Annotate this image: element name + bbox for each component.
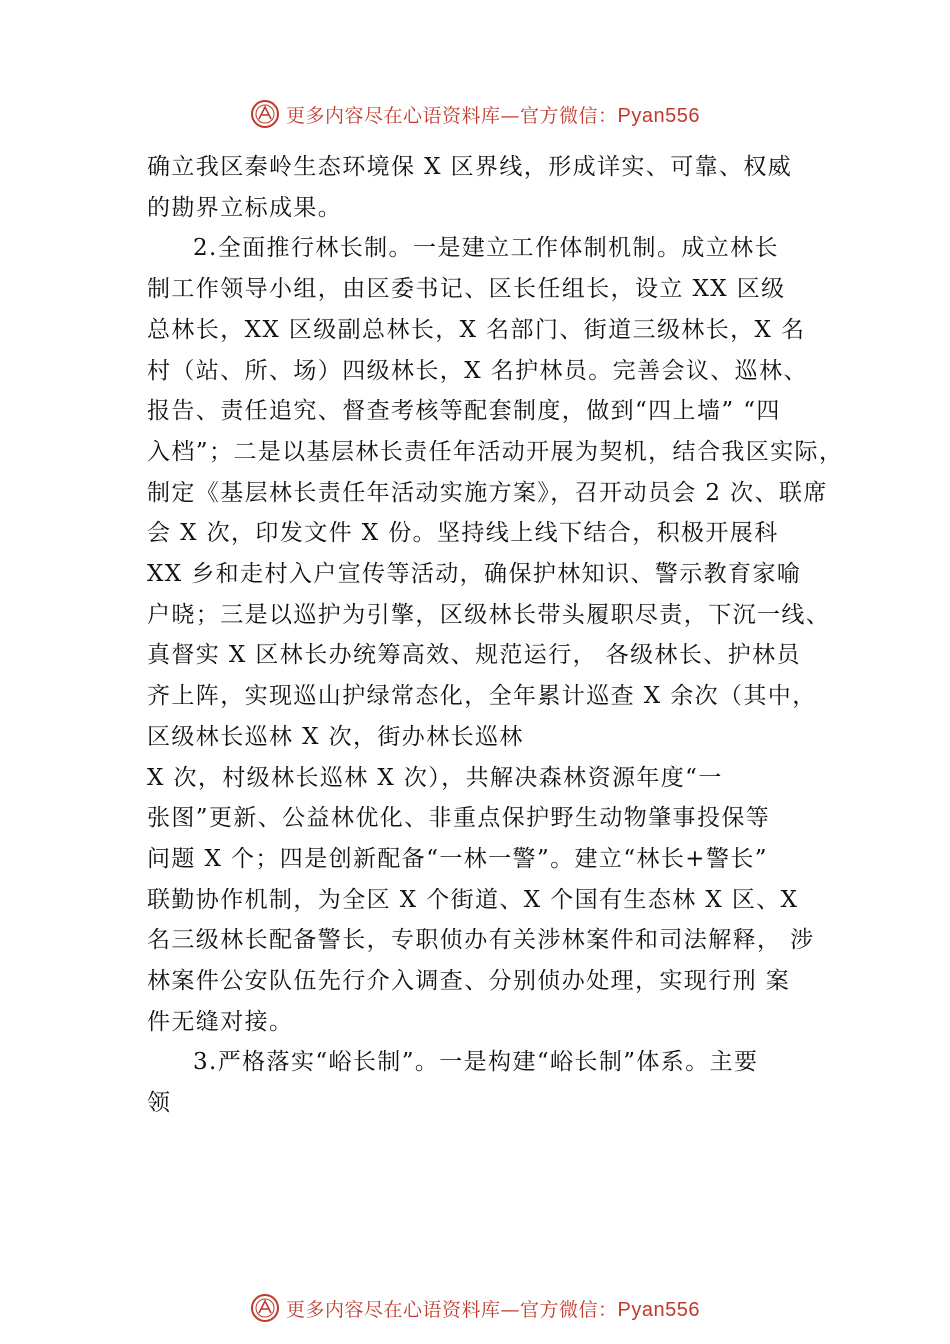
watermark-brand: 更多内容尽在心语资料库: [286, 1298, 501, 1321]
watermark-separator: —: [500, 1298, 521, 1321]
paragraph-3-start: 3.严格落实“峪长制”。一是构建“峪长制”体系。主要: [193, 1049, 759, 1076]
watermark-brand: 更多内容尽在心语资料库: [286, 104, 501, 127]
watermark-wechat-id: Pyan556: [617, 104, 700, 127]
seal-logo-icon: [250, 1293, 280, 1323]
text-line: 总林长，XX 区级副总林长，X 名部门、街道三级林长，X 名: [147, 316, 806, 343]
text-line: XX 乡和走村入户宣传等活动，确保护林知识、警示教育家喻: [147, 561, 802, 587]
text-line: 村（站、所、场）四级林长，X 名护林员。完善会议、巡林、: [147, 357, 808, 384]
paragraph-2-start: 2.全面推行林长制。一是建立工作体制机制。成立林长: [193, 235, 779, 262]
watermark-wechat-label: 官方微信：: [520, 1298, 618, 1321]
text-line: 张图”更新、公益林优化、非重点保护野生动物肇事投保等: [147, 805, 771, 832]
text-line: 件无缝对接。: [147, 1008, 294, 1035]
text-line: 制定《基层林长责任年活动实施方案》，召开动员会 2 次、联席: [147, 479, 828, 506]
text-line: 区级林长巡林 X 次，街办林长巡林: [147, 723, 524, 750]
text-line: 的勘界立标成果。: [147, 194, 343, 221]
text-line: 真督实 X 区林长办统筹高效、规范运行， 各级林长、护林员: [147, 642, 801, 669]
seal-logo-icon: [250, 99, 280, 129]
text-line: 户晓；三是以巡护为引擎，区级林长带头履职尽责，下沉一线、: [147, 601, 831, 628]
footer-watermark: [0, 1288, 950, 1328]
text-line: 确立我区秦岭生态环境保 X 区界线，形成详实、可靠、权威: [147, 154, 793, 180]
text-line: 林案件公安队伍先行介入调查、分别侦办处理，实现行刑 案: [147, 968, 791, 994]
text-line: 制工作领导小组，由区委书记、区长任组长，设立 XX 区级: [147, 276, 786, 303]
text-line: 联勤协作机制，为全区 X 个街道、X 个国有生态林 X 区、X: [147, 886, 799, 913]
text-line: 会 X 次，印发文件 X 份。坚持线上线下结合，积极开展科: [147, 520, 779, 547]
text-line: 问题 X 个；四是创新配备“一林一警”。建立“林长+警长”: [147, 845, 768, 872]
text-line: 报告、责任追究、督查考核等配套制度，做到“四上墙” “四: [147, 398, 781, 425]
watermark-wechat-label: 官方微信：: [520, 104, 618, 127]
text-line: 入档”；二是以基层林长责任年活动开展为契机，结合我区实际，: [147, 438, 844, 465]
watermark-separator: —: [500, 104, 521, 127]
text-line: 名三级林长配备警长，专职侦办有关涉林案件和司法解释， 涉: [147, 927, 815, 954]
watermark-wechat-id: Pyan556: [617, 1298, 700, 1321]
text-line: 齐上阵，实现巡山护绿常态化，全年累计巡查 X 余次（其中，: [147, 683, 817, 710]
header-watermark: [0, 94, 950, 134]
text-line: 领: [147, 1090, 172, 1117]
text-line: X 次，村级林长巡林 X 次），共解决森林资源年度“一: [147, 764, 723, 791]
